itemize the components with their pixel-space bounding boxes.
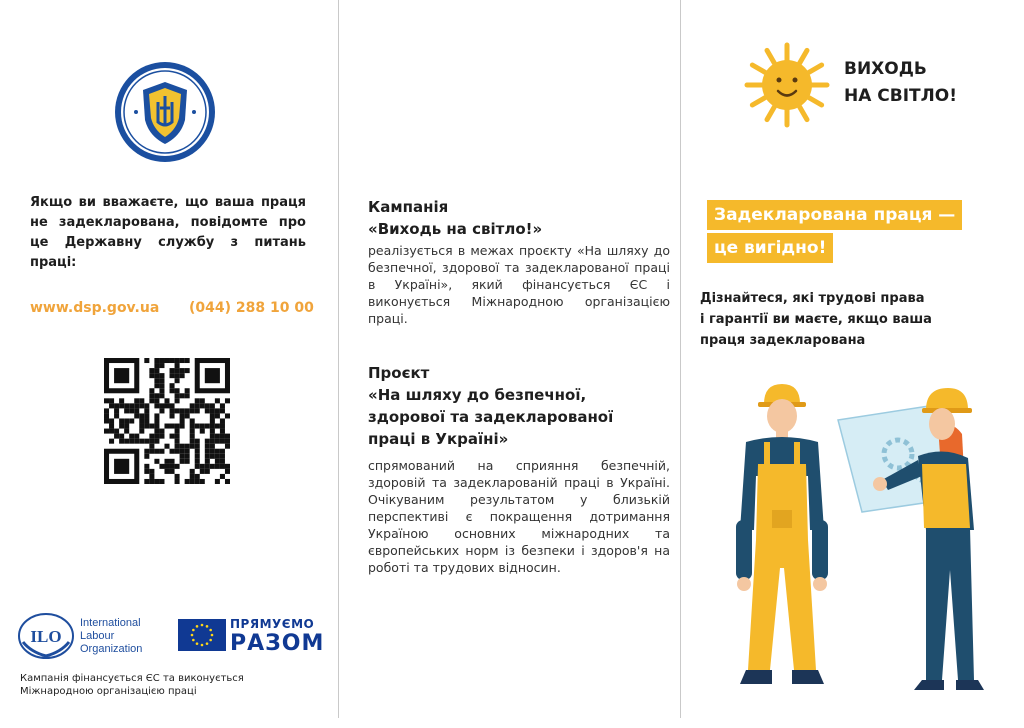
declared-work-banner-line2: це вигідно! <box>707 233 833 263</box>
slogan-line1: ВИХОДЬ <box>844 59 927 79</box>
project-heading <box>368 362 668 450</box>
project-heading-line4: праці в Україні» <box>368 430 509 448</box>
male-worker-figure <box>736 384 828 684</box>
campaign-heading-line2: «Виходь на світло!» <box>368 220 543 238</box>
rights-line2: і гарантії ви маєте, якщо ваша <box>700 312 932 327</box>
project-heading-line2: «На шляху до безпечної, <box>368 386 587 404</box>
panel-divider-left <box>338 0 339 718</box>
rights-line1: Дізнайтеся, які трудові права <box>700 291 925 306</box>
ilo-name <box>80 617 170 656</box>
workers-illustration <box>712 380 1018 700</box>
qr-code[interactable] <box>104 358 230 484</box>
ilo-name-line1: International <box>80 617 141 629</box>
eu-flag-icon <box>178 619 226 651</box>
report-undeclared-work-text: Якщо ви вважаєте, що ваша праця не задекларована, повідомте про це Державну службу з питань праці: <box>30 195 306 270</box>
eu-slogan-line1: ПРЯМУЄМО <box>230 617 315 631</box>
middle-panel <box>340 0 680 718</box>
slogan-line2: НА СВІТЛО! <box>844 86 957 106</box>
website-link[interactable]: www.dsp.gov.ua <box>30 300 160 316</box>
state-labour-service-emblem <box>113 60 217 164</box>
ilo-logo-icon <box>17 612 75 660</box>
campaign-heading <box>368 196 658 240</box>
svg-text:ILO: ILO <box>30 627 62 646</box>
left-panel <box>0 0 338 718</box>
right-panel <box>682 0 1024 718</box>
ilo-name-line2: Labour <box>80 630 115 642</box>
funding-footnote: Кампанія фінансується ЄС та виконується Міжнародною організацією праці <box>20 673 244 697</box>
sun-mascot-icon <box>742 40 832 130</box>
campaign-heading-line1: Кампанія <box>368 198 449 216</box>
panel-divider-right <box>680 0 681 718</box>
campaign-slogan <box>844 56 957 110</box>
project-heading-line3: здорової та задекларованої <box>368 408 614 426</box>
eu-slogan-line2: РАЗОМ <box>230 631 325 656</box>
labour-rights-text <box>700 288 1000 351</box>
ilo-name-line3: Organization <box>80 643 143 655</box>
project-description: спрямований на сприяння безпечній, здоровій та задекларованій праці в Україні. Очікуваним результатом у близькій перспективі є покращення дотримання Україною основних міжнародних та європейських норм із безпеки і здоров'я на роботі та трудових відносин. <box>368 458 670 575</box>
project-heading-line1: Проєкт <box>368 364 430 382</box>
rights-line3: праця задекларована <box>700 333 866 348</box>
declared-work-banner-line1: Задекларована праця — <box>707 200 962 230</box>
campaign-description: реалізується в межах проєкту «На шляху до безпечної, здорової та задекларованої праці в Україні», який фінансується ЄС і виконується Міжнародною організацією праці. <box>368 243 670 326</box>
phone-number[interactable]: (044) 288 10 00 <box>189 300 314 316</box>
